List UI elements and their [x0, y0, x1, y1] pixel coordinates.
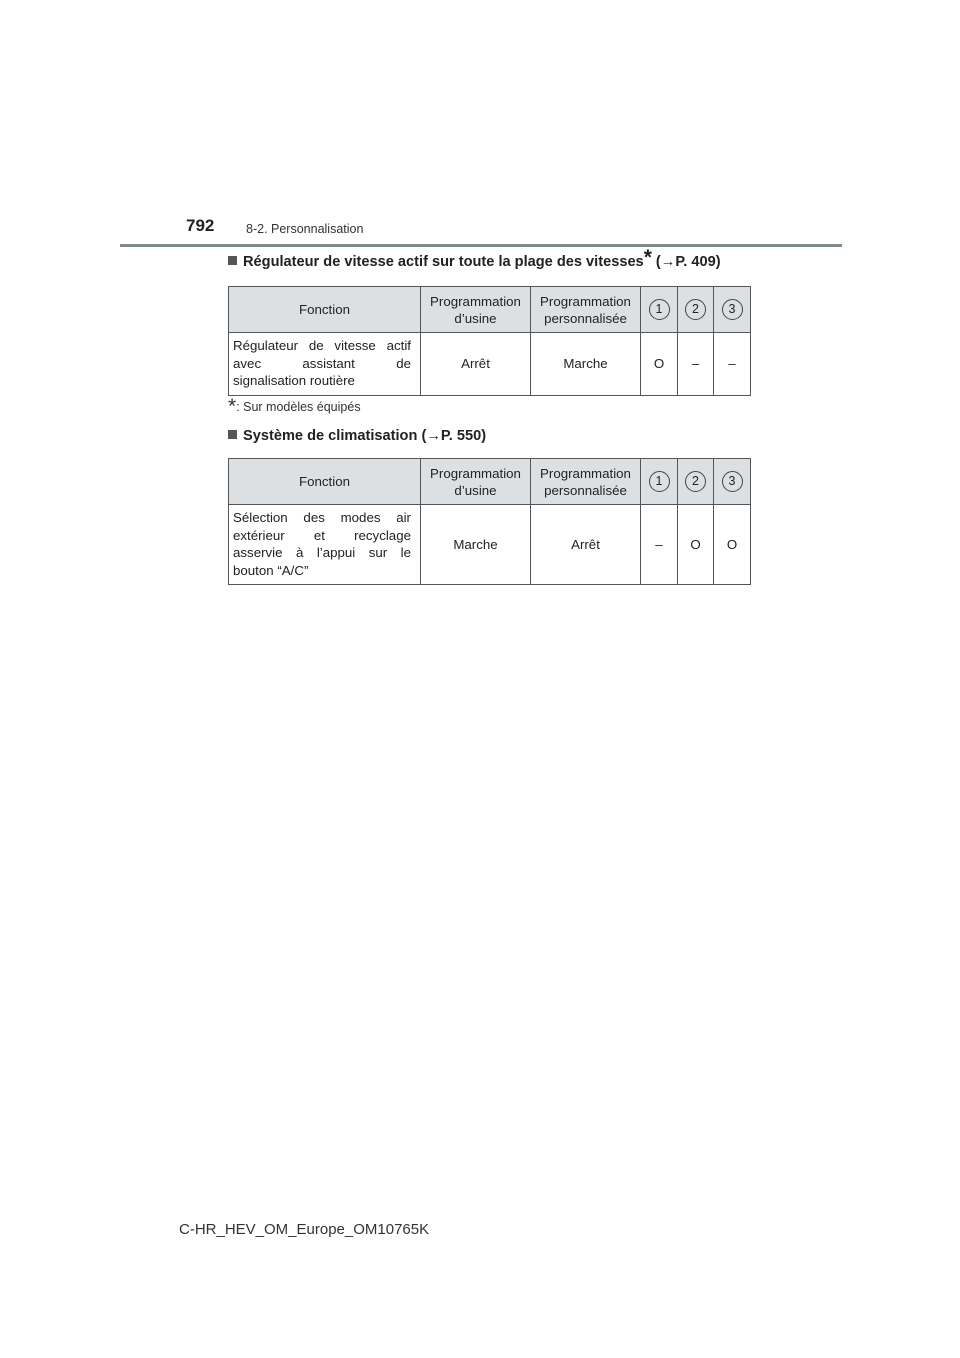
- cell-custom-value: Arrêt: [531, 505, 641, 585]
- page-reference-link[interactable]: P. 550): [440, 428, 487, 444]
- cell-method-1: –: [641, 505, 678, 585]
- footnote: [228, 395, 361, 418]
- chapter-title: 8-2. Personnalisation: [246, 222, 364, 236]
- header-function: Fonction: [229, 287, 421, 333]
- settings-table-cruise-control: [228, 286, 751, 396]
- cell-method-1: O: [641, 333, 678, 396]
- table-row: [229, 505, 751, 585]
- header-custom-setting: Programmation personnalisée: [531, 459, 641, 505]
- header-divider: [120, 244, 842, 247]
- settings-table-air-conditioning: [228, 458, 751, 585]
- ref-prefix: (: [417, 428, 427, 444]
- header-method-3: [714, 459, 751, 505]
- table-header-row: [229, 459, 751, 505]
- section-title: Système de climatisation: [243, 428, 418, 444]
- square-bullet-icon: [228, 256, 237, 265]
- square-bullet-icon: [228, 430, 237, 439]
- number-3-circle-icon: 3: [722, 299, 743, 320]
- page-number: 792: [186, 216, 215, 235]
- header-method-1: [641, 287, 678, 333]
- number-2-circle-icon: 2: [685, 471, 706, 492]
- header-function: Fonction: [229, 459, 421, 505]
- arrow-right-icon: →: [660, 254, 676, 270]
- cell-method-3: –: [714, 333, 751, 396]
- cell-method-3: O: [714, 505, 751, 585]
- arrow-right-icon: →: [426, 428, 441, 444]
- number-3-circle-icon: 3: [722, 471, 743, 492]
- header-factory-setting: Programmation d’usine: [421, 287, 531, 333]
- cell-custom-value: Marche: [531, 333, 641, 396]
- number-2-circle-icon: 2: [685, 299, 706, 320]
- cell-factory-value: Arrêt: [421, 333, 531, 396]
- footnote-marker: *: [643, 246, 652, 269]
- number-1-circle-icon: 1: [649, 471, 670, 492]
- section-heading-cruise-control: [228, 246, 721, 270]
- footnote-marker: *: [228, 395, 237, 418]
- cell-factory-value: Marche: [421, 505, 531, 585]
- cell-function: Régulateur de vitesse actif avec assistant de signalisation routière: [229, 333, 421, 396]
- cell-function: Sélection des modes air extérieur et recyclage asservie à l’appui sur le bouton “A/C”: [229, 505, 421, 585]
- section-heading-air-conditioning: [228, 428, 486, 444]
- header-method-1: [641, 459, 678, 505]
- section-title: Régulateur de vitesse actif sur toute la plage des vitesses: [243, 254, 644, 270]
- ref-prefix: (: [651, 254, 661, 270]
- page-reference-link[interactable]: P. 409): [675, 254, 721, 270]
- table-header-row: [229, 287, 751, 333]
- header-custom-setting: Programmation personnalisée: [531, 287, 641, 333]
- table-row: [229, 333, 751, 396]
- header-factory-setting: Programmation d’usine: [421, 459, 531, 505]
- cell-method-2: –: [678, 333, 714, 396]
- footnote-text: : Sur modèles équipés: [236, 400, 361, 414]
- header-method-2: [678, 287, 714, 333]
- document-code: C-HR_HEV_OM_Europe_OM10765K: [179, 1221, 430, 1238]
- header-method-2: [678, 459, 714, 505]
- header-method-3: [714, 287, 751, 333]
- number-1-circle-icon: 1: [649, 299, 670, 320]
- cell-method-2: O: [678, 505, 714, 585]
